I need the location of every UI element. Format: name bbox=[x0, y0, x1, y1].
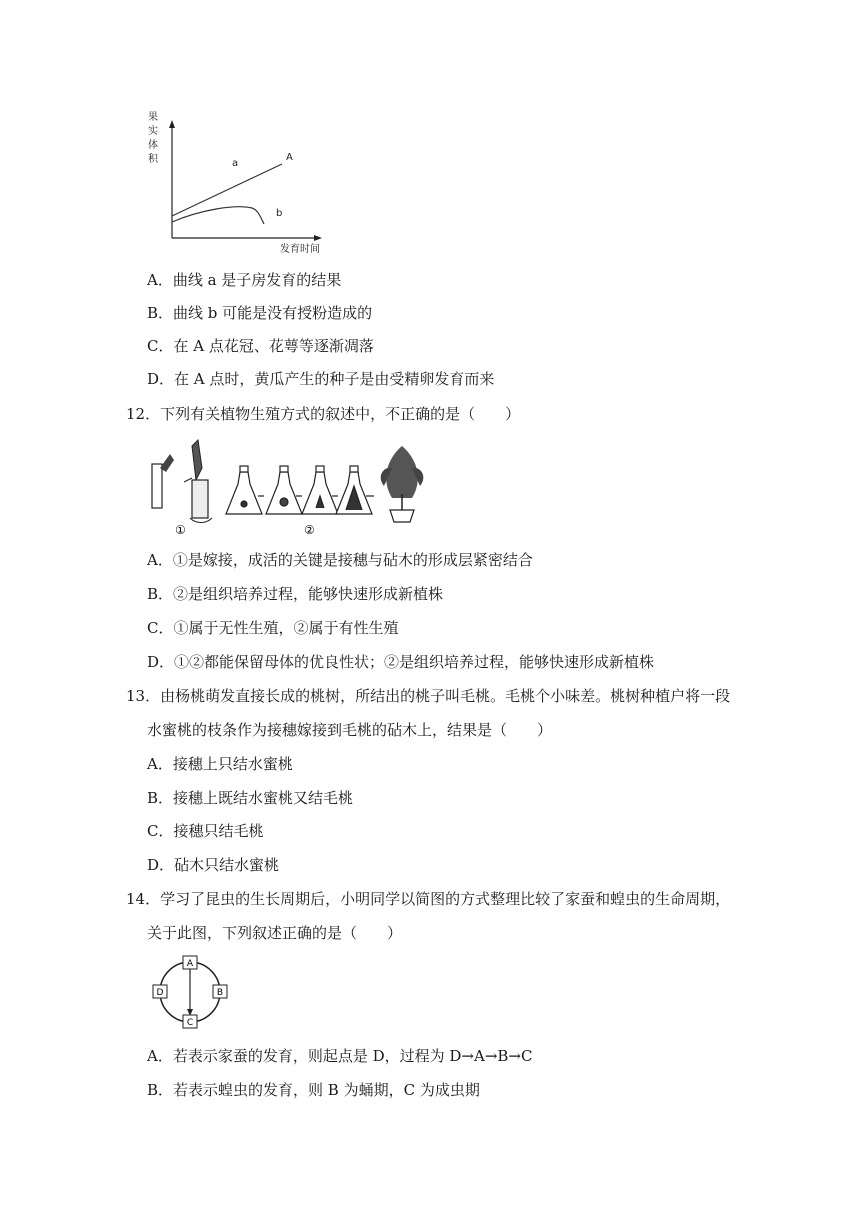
q14-stem-line2: 关于此图，下列叙述正确的是（ ） bbox=[147, 924, 403, 942]
graph-ylabel-1: 果 bbox=[148, 112, 158, 123]
q13-option-a: A．接穗上只结水蜜桃 bbox=[147, 755, 293, 773]
graph-ylabel-4: 积 bbox=[148, 154, 158, 165]
tissue-culture-flasks bbox=[226, 466, 372, 514]
potted-plant-illustration bbox=[381, 446, 424, 522]
q14-option-a: A．若表示家蚕的发育，则起点是 D，过程为 D→A→B→C bbox=[147, 1047, 533, 1065]
graph-y-arrow bbox=[169, 120, 175, 128]
life-cycle-diagram bbox=[150, 954, 236, 1032]
q13-option-d: D．砧木只结水蜜桃 bbox=[147, 856, 280, 874]
q14-stem-line1: 14．学习了昆虫的生长周期后，小明同学以简图的方式整理比较了家蚕和蝗虫的生命周期， bbox=[126, 890, 731, 908]
cycle-node-a: A bbox=[186, 959, 194, 969]
q11-option-a: A．曲线 a 是子房发育的结果 bbox=[147, 271, 342, 289]
q13-option-c: C．接穗只结毛桃 bbox=[147, 822, 264, 840]
graph-xlabel: 发育时间 bbox=[280, 244, 320, 255]
q12-option-b: B．②是组织培养过程，能够快速形成新植株 bbox=[147, 585, 444, 603]
graph-ylabel-3: 体 bbox=[148, 140, 158, 151]
q14-option-b: B．若表示蝗虫的发育，则 B 为蛹期，C 为成虫期 bbox=[147, 1081, 480, 1099]
grafting-illustration bbox=[152, 440, 212, 523]
q11-option-b: B．曲线 b 可能是没有授粉造成的 bbox=[147, 304, 373, 322]
plant-reproduction-figure bbox=[140, 438, 430, 538]
q12-option-c: C．①属于无性生殖，②属于有性生殖 bbox=[147, 619, 399, 637]
q13-option-b: B．接穗上既结水蜜桃又结毛桃 bbox=[147, 789, 354, 807]
q12-stem: 12．下列有关植物生殖方式的叙述中，不正确的是（ ） bbox=[126, 405, 521, 423]
q12-option-d: D．①②都能保留母体的优良性状；②是组织培养过程，能够快速形成新植株 bbox=[147, 653, 655, 671]
q13-stem-line1: 13．由杨桃萌发直接长成的桃树，所结出的桃子叫毛桃。毛桃个小味差。桃树种植户将一段 bbox=[126, 687, 731, 705]
curve-a-label: a bbox=[232, 158, 239, 169]
figure-label-2: ② bbox=[304, 523, 315, 537]
graph-x-arrow bbox=[314, 235, 322, 241]
fruit-volume-graph bbox=[140, 108, 340, 256]
q11-option-c: C．在 A 点花冠、花萼等逐渐凋落 bbox=[147, 337, 374, 355]
figure-label-1: ① bbox=[175, 523, 186, 537]
cycle-node-c: C bbox=[186, 1018, 194, 1028]
point-a-label: A bbox=[286, 152, 293, 163]
curve-a-line bbox=[172, 164, 282, 216]
cycle-node-d: D bbox=[156, 988, 164, 998]
cycle-node-b: B bbox=[216, 988, 224, 998]
q13-stem-line2: 水蜜桃的枝条作为接穗嫁接到毛桃的砧木上，结果是（ ） bbox=[147, 721, 553, 739]
q11-option-d: D．在 A 点时，黄瓜产生的种子是由受精卵发育而来 bbox=[147, 370, 495, 388]
curve-b-label: b bbox=[276, 208, 283, 219]
graph-ylabel-2: 实 bbox=[148, 126, 158, 137]
q12-option-a: A．①是嫁接，成活的关键是接穗与砧木的形成层紧密结合 bbox=[147, 551, 533, 569]
